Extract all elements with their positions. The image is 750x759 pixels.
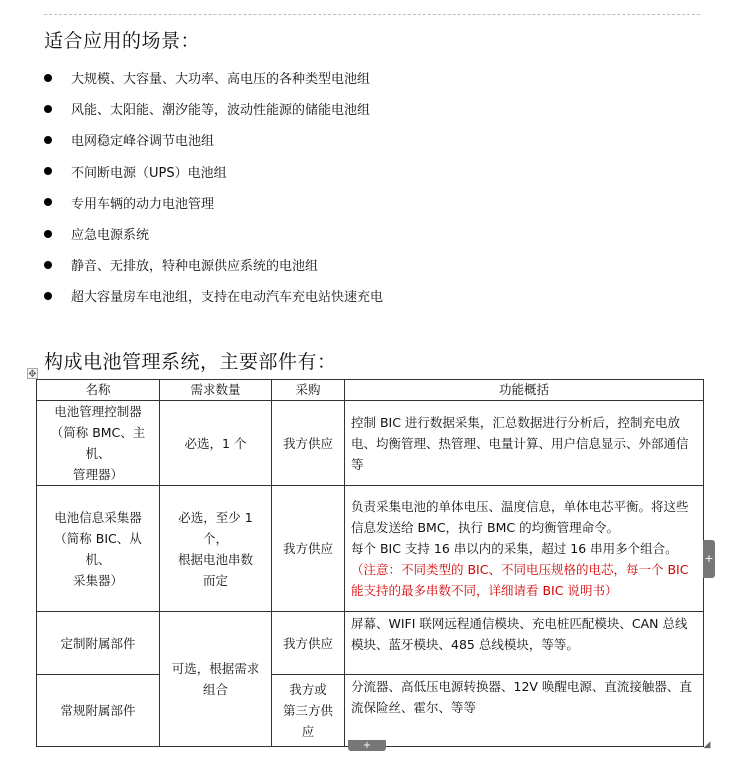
function-cell: 分流器、高低压电源转换器、12V 唤醒电源、直流接触器、直流保险丝、霍尔、等等 xyxy=(345,675,704,747)
component-name: 管理器） xyxy=(72,467,123,482)
list-item xyxy=(44,156,383,187)
bullet-icon xyxy=(44,198,52,206)
function-text: 每个 BIC 支持 16 串以内的采集，超过 16 串用多个组合。 xyxy=(351,541,678,556)
scenario-text: 不间断电源（UPS）电池组 xyxy=(71,165,227,181)
add-column-plus-icon[interactable]: + xyxy=(703,540,715,578)
function-cell: 屏幕、WIFI 联网远程通信模块、充电桩匹配模块、CAN 总线模块、蓝牙模块、485 总线模块，等等。 xyxy=(345,612,704,675)
table-row xyxy=(37,675,704,747)
component-name: （简称 BIC、从机、 xyxy=(54,530,142,567)
scenario-text: 大规模、大容量、大功率、高电压的各种类型电池组 xyxy=(71,72,371,88)
list-item xyxy=(44,249,383,280)
procurement-text: 第三方供 xyxy=(282,703,333,718)
list-item xyxy=(44,280,383,311)
component-name: （简称 BMC、主机、 xyxy=(50,425,146,461)
column-header-procurement: 采购 xyxy=(272,380,345,401)
bullet-icon xyxy=(44,261,52,269)
table-row xyxy=(37,612,704,675)
component-name: 电池管理控制器 xyxy=(54,404,142,419)
procurement-cell: 我方供应 xyxy=(272,401,345,486)
component-name: 电池信息采集器 xyxy=(54,509,142,525)
list-item xyxy=(44,93,383,124)
bullet-icon xyxy=(44,74,52,82)
add-row-plus-icon[interactable]: + xyxy=(348,740,386,751)
component-name: 采集器） xyxy=(72,572,123,588)
scenario-text: 应急电源系统 xyxy=(71,228,150,244)
scenario-text: 超大容量房车电池组，支持在电动汽车充电站快速充电 xyxy=(71,290,384,306)
table-move-handle-icon[interactable]: ✥ xyxy=(28,369,37,380)
quantity-text: 而定 xyxy=(202,572,228,588)
procurement-cell: 我方供应 xyxy=(272,612,345,675)
component-name-cell: 定制附属部件 xyxy=(37,612,160,675)
quantity-cell-shared xyxy=(160,612,272,747)
bullet-icon xyxy=(44,230,52,238)
function-note: （注意：不同类型的 BIC、不同电压规格的电芯，每一个 BIC 能支持的最多串数不同，详细请看 BIC 说明书） xyxy=(351,562,689,598)
column-header-name: 名称 xyxy=(37,380,160,401)
function-cell: 控制 BIC 进行数据采集，汇总数据进行分析后，控制充电放电、均衡管理、热管理、电量计算、用户信息显示、外部通信等 xyxy=(345,401,704,486)
list-item xyxy=(44,124,383,155)
components-heading: 构成电池管理系统，主要部件有： xyxy=(44,351,337,373)
procurement-cell: 我方供应 xyxy=(272,486,345,612)
scenario-text: 专用车辆的动力电池管理 xyxy=(71,196,215,212)
component-name-cell: 常规附属部件 xyxy=(37,675,160,747)
list-item xyxy=(44,62,383,93)
quantity-cell: 必选，1 个 xyxy=(160,401,272,486)
top-divider xyxy=(44,14,700,15)
bullet-icon xyxy=(44,292,52,300)
quantity-text: 必选，至少 1 个， xyxy=(178,509,253,546)
bullet-icon xyxy=(44,167,52,175)
column-header-quantity: 需求数量 xyxy=(160,380,272,401)
table-header-row xyxy=(37,380,704,401)
scenario-text: 电网稳定峰谷调节电池组 xyxy=(71,134,215,150)
procurement-text: 应 xyxy=(301,724,315,739)
scenarios-heading: 适合应用的场景： xyxy=(44,30,201,52)
function-text: 负责采集电池的单体电压、温度信息，单体电芯平衡。将这些信息发送给 BMC，执行 BMC 的均衡管理命令。 xyxy=(351,499,689,535)
table-row xyxy=(37,486,704,612)
component-name-cell xyxy=(37,401,160,486)
table-resize-handle-icon[interactable]: ◢ xyxy=(703,740,711,750)
column-header-function: 功能概括 xyxy=(345,380,704,401)
quantity-text: 可选，根据需求 xyxy=(171,661,260,676)
bullet-icon xyxy=(44,136,52,144)
bullet-icon xyxy=(44,105,52,113)
scenario-text: 风能、太阳能、潮汐能等，波动性能源的储能电池组 xyxy=(71,103,371,119)
procurement-cell xyxy=(272,675,345,747)
function-cell xyxy=(345,486,704,612)
list-item xyxy=(44,218,383,249)
scenario-text: 静音、无排放，特种电源供应系统的电池组 xyxy=(71,259,319,275)
scenario-list xyxy=(44,62,383,312)
quantity-text: 根据电池串数 xyxy=(177,551,253,567)
procurement-text: 我方或 xyxy=(289,682,327,697)
quantity-text: 组合 xyxy=(202,682,228,697)
quantity-cell xyxy=(160,486,272,612)
component-name-cell xyxy=(37,486,160,612)
components-table xyxy=(36,379,704,747)
table-row xyxy=(37,401,704,486)
list-item xyxy=(44,187,383,218)
